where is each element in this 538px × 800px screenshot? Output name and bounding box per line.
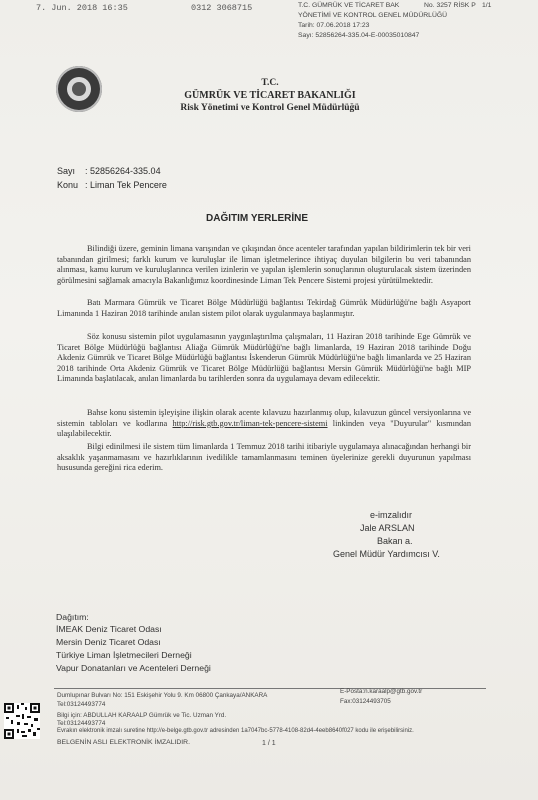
distribution-item: Türkiye Liman İşletmecileri Derneği — [56, 650, 192, 660]
header-directorate: Risk Yönetimi ve Kontrol Genel Müdürlüğü — [180, 103, 360, 113]
footer-evrak-note: Evrakın elektronik imzalı suretine http://e-belge.gtb.gov.tr adresinden 1a7047bc-5778-4108-82d4-4eeb8640f027 kodu ile erişebilirsiniz. — [57, 728, 414, 734]
fax-ministry-line: T.C. GÜMRÜK VE TİCARET BAK — [298, 2, 400, 9]
fax-number: No. 3257 RİSK P — [424, 2, 476, 9]
signatory-role-1: Bakan a. — [377, 536, 413, 546]
paragraph-5: Bilgi edinilmesi ile sistem tüm limanlarda 1 Temmuz 2018 tarihi itibariyle uygulamaya alınacağından herhangi bir aksaklık yaşanmamasını ve hazırlıklarının ivedilikle tamamlanmasını teminen üyelerinize gerekli duyurunun yapılması hususunda gereğini rica ederim. — [57, 442, 471, 473]
gtb-link[interactable]: http://risk.gtb.gov.tr/liman-tek-pencere-sistemi — [172, 418, 328, 428]
sayi-label: Sayı — [57, 166, 76, 176]
paragraph-4-text-b: linkinden veya "Duyurular" kısmından ulaşılabilecektir. — [57, 418, 471, 439]
footer-tel: Tel:03124493774 — [57, 701, 106, 708]
paragraph-2: Batı Marmara Gümrük ve Ticaret Bölge Müdürlüğü bağlantısı Tekirdağ Gümrük Müdürlüğü'ne bağlı Asyaport Limanında 1 Haziran 2018 tarihinde anılan sistem pilot olarak uygulanmaya başlanmıştır. — [57, 298, 471, 318]
footer-info: Bilgi için: ABDULLAH KARAALP Gümrük ve Tic. Uzman Yrd. — [57, 712, 227, 719]
fax-sayi: Sayı: 52856264-335.04-E-00035010847 — [298, 32, 420, 39]
distribution-label: Dağıtım: — [56, 612, 89, 622]
ministry-seal-logo — [56, 66, 102, 112]
qr-code-icon — [4, 703, 40, 739]
paragraph-3: Söz konusu sistemin pilot uygulamasının yaygınlaştırılma çalışmaları, 11 Haziran 2018 tarihinde Ege Gümrük ve Ticaret Bölge Müdürlüğü bağlantısı Aliağa Gümrük Müdürlüğü'ne bağlı limanlarda, 19 Haziran 2018 tarihinde Doğu Akdeniz Gümrük ve Ticaret Bölge Müdürlüğü bağlantısı İskenderun Gümrük Müdürlüğü'ne bağlı limanlarda ve 25 Haziran 2018 tarihinde Orta Akdeniz Gümrük ve Ticaret Bölge Müdürlüğü bağlantısı Mersin Gümrük Müdürlüğü'ne bağlı MIP Limanında başlatılacak, anılan limanlarda bu tarihlerden sonra da uygulamaya devam edilecektir. — [57, 332, 471, 384]
paragraph-4-text-a: Bahse konu sistemin işleyişine ilişkin olarak acente kılavuzu hazırlanmış olup, kılavuzun güncel versiyonlarına ve sistemin tabloları ve kodlarına — [57, 408, 471, 428]
paragraph-1: Bilindiği üzere, geminin limana varışından ve çıkışından önce acenteler tarafından yapılan bildirimlerin tek bir veri tabanından girilmesi; farklı kurum ve kuruluşlar ile liman işletmelerince ihtiyaç duyulan bilgilerin bu veri tabanından alınması, kamu kurum ve kuruluşlarınca verilen izinlerin ve yapılan işlemlerin sonuçlarının oluşturulacak sistem üzerinden görülmesini sağlamak amacıyla Bakanlığımız koordinesinde Liman Tek Pencere Sistemi projesi yürütülmektedir. — [57, 244, 471, 285]
sayi-value: : 52856264-335.04 — [85, 166, 161, 176]
paragraph-4 — [57, 408, 471, 440]
footer-fax: Fax:03124493705 — [340, 698, 391, 705]
header-ministry: GÜMRÜK VE TİCARET BAKANLIĞI — [184, 90, 356, 101]
fax-page: 1/1 — [482, 2, 492, 9]
fax-datetime: 7. Jun. 2018 16:35 — [36, 3, 128, 13]
distribution-item: Mersin Deniz Ticaret Odası — [56, 637, 161, 647]
distribution-item: İMEAK Deniz Ticaret Odası — [56, 624, 162, 634]
signatory-role-2: Genel Müdür Yardımcısı V. — [333, 549, 440, 559]
footer-page-number: 1 / 1 — [262, 740, 276, 747]
e-signature-note: e-imzalıdır — [370, 510, 413, 520]
signatory-name: Jale ARSLAN — [360, 523, 415, 533]
fax-directorate: YÖNETİMİ VE KONTROL GENEL MÜDÜRLÜĞÜ — [298, 12, 448, 19]
distribution-item: Vapur Donatanları ve Acenteleri Derneği — [56, 663, 211, 673]
header-tc: T.C. — [261, 78, 279, 88]
footer-info-tel: Tel:03124493774 — [57, 720, 106, 727]
footer-belge-note: BELGENİN ASLI ELEKTRONİK İMZALIDIR. — [57, 739, 190, 746]
distribution-heading: DAĞITIM YERLERİNE — [206, 213, 309, 224]
footer-email: E-Posta:n.karaalp@gtb.gov.tr — [340, 688, 423, 695]
footer-address: Dumlupınar Bulvarı No: 151 Eskişehir Yolu 9. Km 06800 Çankaya/ANKARA — [57, 692, 268, 699]
konu-value: : Liman Tek Pencere — [85, 180, 167, 190]
fax-tarih: Tarih: 07.06.2018 17:23 — [298, 22, 370, 29]
konu-label: Konu — [57, 180, 79, 190]
fax-phone: 0312 3068715 — [191, 3, 253, 13]
